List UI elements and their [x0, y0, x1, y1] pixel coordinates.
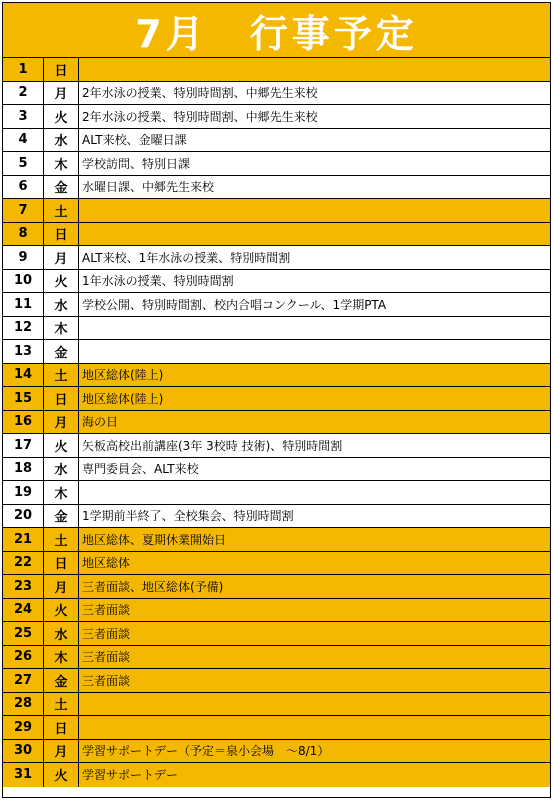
page-title: 7月 行事予定 — [135, 11, 418, 56]
schedule-row — [3, 340, 550, 364]
schedule-row — [3, 740, 550, 764]
day-number: 11 — [3, 293, 44, 316]
schedule-row — [3, 528, 550, 552]
day-of-week: 水 — [44, 622, 79, 645]
day-number: 15 — [3, 387, 44, 410]
schedule-row — [3, 505, 550, 529]
day-number: 10 — [3, 270, 44, 293]
schedule-row — [3, 364, 550, 388]
schedule-row — [3, 246, 550, 270]
day-of-week: 木 — [44, 481, 79, 504]
event-text: 専門委員会、ALT来校 — [82, 462, 199, 477]
day-number: 30 — [3, 740, 44, 763]
schedule-row — [3, 552, 550, 576]
day-number: 26 — [3, 646, 44, 669]
day-of-week: 月 — [44, 575, 79, 598]
event-text: 1年水泳の授業、特別時間割 — [82, 274, 234, 289]
event-text — [79, 199, 550, 222]
schedule-table — [3, 58, 550, 787]
schedule-row — [3, 575, 550, 599]
day-of-week: 日 — [44, 223, 79, 246]
day-number: 21 — [3, 528, 44, 551]
day-number: 7 — [3, 199, 44, 222]
event-text: 地区総体(陸上) — [82, 368, 164, 383]
schedule-row — [3, 223, 550, 247]
schedule-row — [3, 763, 550, 787]
day-number: 28 — [3, 693, 44, 716]
day-number: 29 — [3, 716, 44, 739]
event-text: 三者面談 — [82, 626, 131, 641]
day-of-week: 木 — [44, 646, 79, 669]
day-of-week: 土 — [44, 693, 79, 716]
day-of-week: 金 — [44, 340, 79, 363]
day-of-week: 水 — [44, 293, 79, 316]
day-of-week: 日 — [44, 58, 79, 81]
day-of-week: 火 — [44, 105, 79, 128]
day-number: 3 — [3, 105, 44, 128]
day-number: 6 — [3, 176, 44, 199]
day-number: 24 — [3, 599, 44, 622]
day-of-week: 火 — [44, 270, 79, 293]
schedule-row — [3, 716, 550, 740]
day-number: 9 — [3, 246, 44, 269]
event-text: 2年水泳の授業、特別時間割、中郷先生来校 — [82, 86, 318, 101]
day-number: 14 — [3, 364, 44, 387]
schedule-row — [3, 293, 550, 317]
schedule-row — [3, 270, 550, 294]
schedule-row — [3, 622, 550, 646]
event-text: 学習サポートデー（予定＝泉小会場 ～8/1） — [82, 744, 330, 759]
schedule-row — [3, 411, 550, 435]
day-number: 12 — [3, 317, 44, 340]
day-of-week: 金 — [44, 176, 79, 199]
event-text: 地区総体 — [82, 556, 131, 571]
day-number: 19 — [3, 481, 44, 504]
day-of-week: 日 — [44, 716, 79, 739]
event-text: 三者面談 — [82, 650, 131, 665]
event-text: 矢板高校出前講座(3年 3校時 技術)、特別時間割 — [82, 438, 343, 453]
schedule-row — [3, 599, 550, 623]
event-text: ALT来校、1年水泳の授業、特別時間割 — [82, 250, 291, 265]
day-of-week: 木 — [44, 152, 79, 175]
day-of-week: 月 — [44, 246, 79, 269]
day-number: 16 — [3, 411, 44, 434]
day-number: 13 — [3, 340, 44, 363]
day-of-week: 月 — [44, 82, 79, 105]
day-of-week: 木 — [44, 317, 79, 340]
day-of-week: 金 — [44, 505, 79, 528]
day-number: 31 — [3, 763, 44, 787]
day-number: 4 — [3, 129, 44, 152]
day-number: 5 — [3, 152, 44, 175]
day-number: 20 — [3, 505, 44, 528]
schedule-row — [3, 481, 550, 505]
event-text — [79, 481, 550, 504]
day-of-week: 日 — [44, 387, 79, 410]
day-of-week: 金 — [44, 669, 79, 692]
schedule-row — [3, 129, 550, 153]
day-of-week: 月 — [44, 411, 79, 434]
schedule-sheet — [2, 2, 551, 798]
day-of-week: 日 — [44, 552, 79, 575]
day-number: 27 — [3, 669, 44, 692]
schedule-row — [3, 669, 550, 693]
schedule-row — [3, 152, 550, 176]
event-text — [79, 317, 550, 340]
event-text: 三者面談 — [82, 673, 131, 688]
event-text — [79, 58, 550, 81]
day-of-week: 火 — [44, 763, 79, 787]
day-of-week: 水 — [44, 458, 79, 481]
event-text: 2年水泳の授業、特別時間割、中郷先生来校 — [82, 109, 318, 124]
event-text: 海の日 — [82, 415, 119, 430]
event-text: ALT来校、金曜日課 — [82, 133, 187, 148]
day-number: 25 — [3, 622, 44, 645]
day-number: 17 — [3, 434, 44, 457]
event-text: 三者面談、地区総体(予備) — [82, 579, 224, 594]
event-text: 学校訪問、特別日課 — [82, 156, 191, 171]
day-number: 2 — [3, 82, 44, 105]
event-text — [79, 716, 550, 739]
day-number: 8 — [3, 223, 44, 246]
day-of-week: 土 — [44, 528, 79, 551]
schedule-row — [3, 105, 550, 129]
event-text: 地区総体、夏期休業開始日 — [82, 532, 227, 547]
schedule-row — [3, 458, 550, 482]
title-bar — [3, 3, 550, 58]
schedule-row — [3, 387, 550, 411]
schedule-row — [3, 199, 550, 223]
day-number: 23 — [3, 575, 44, 598]
day-of-week: 土 — [44, 364, 79, 387]
schedule-row — [3, 58, 550, 82]
event-text: 三者面談 — [82, 603, 131, 618]
day-number: 22 — [3, 552, 44, 575]
schedule-row — [3, 82, 550, 106]
day-of-week: 月 — [44, 740, 79, 763]
day-of-week: 水 — [44, 129, 79, 152]
schedule-row — [3, 434, 550, 458]
day-of-week: 火 — [44, 599, 79, 622]
schedule-row — [3, 646, 550, 670]
day-of-week: 土 — [44, 199, 79, 222]
event-text — [79, 340, 550, 363]
day-of-week: 火 — [44, 434, 79, 457]
event-text: 地区総体(陸上) — [82, 391, 164, 406]
schedule-row — [3, 317, 550, 341]
event-text: 学校公開、特別時間割、校内合唱コンクール、1学期PTA — [82, 297, 387, 312]
day-number: 1 — [3, 58, 44, 81]
day-number: 18 — [3, 458, 44, 481]
event-text: 1学期前半終了、全校集会、特別時間割 — [82, 509, 294, 524]
event-text: 水曜日課、中郷先生来校 — [82, 180, 215, 195]
event-text — [79, 693, 550, 716]
event-text: 学習サポートデー — [82, 768, 179, 783]
event-text — [79, 223, 550, 246]
schedule-row — [3, 693, 550, 717]
schedule-row — [3, 176, 550, 200]
